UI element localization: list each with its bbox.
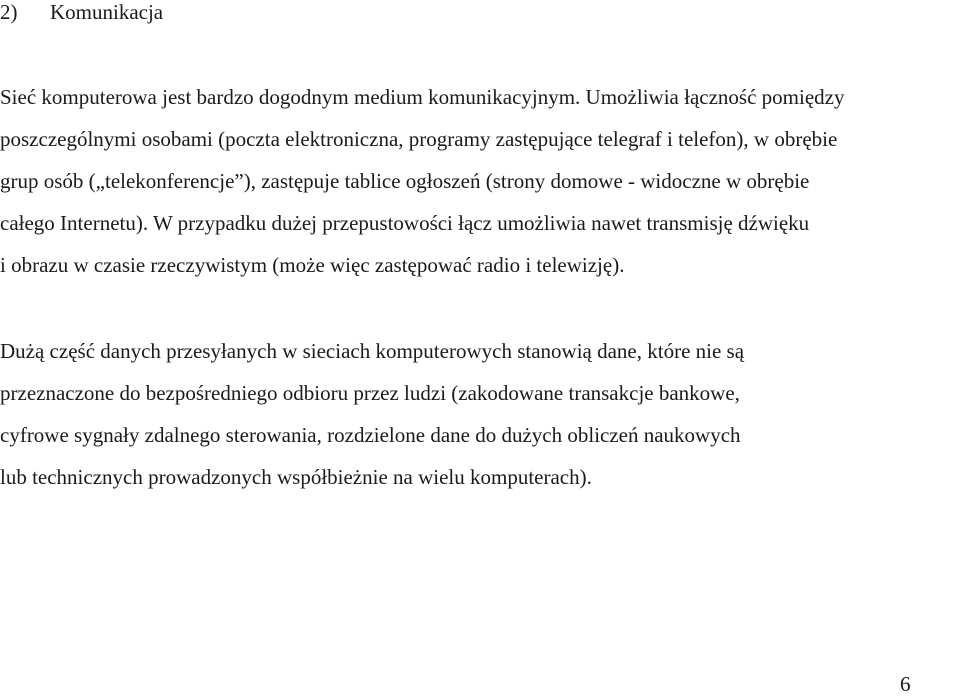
paragraph-line: Sieć komputerowa jest bardzo dogodnym medium komunikacyjnym. Umożliwia łączność pomiędzy	[0, 85, 845, 109]
paragraph-line: Dużą część danych przesyłanych w sieciach komputerowych stanowią dane, które nie są	[0, 339, 745, 363]
paragraph-line: grup osób („telekonferencje”), zastępuje tablice ogłoszeń (strony domowe - widoczne w obrębie	[0, 169, 810, 193]
paragraph-line: całego Internetu). W przypadku dużej przepustowości łącz umożliwia nawet transmisję dźwięku	[0, 211, 810, 235]
section-heading	[0, 0, 163, 24]
paragraph-line: cyfrowe sygnały zdalnego sterowania, rozdzielone dane do dużych obliczeń naukowych	[0, 423, 741, 447]
section-title: Komunikacja	[50, 0, 164, 24]
paragraph-line: poszczególnymi osobami (poczta elektroniczna, programy zastępujące telegraf i telefon), w obrębie	[0, 127, 838, 151]
section-number: 2)	[0, 0, 18, 24]
paragraph-line: przeznaczone do bezpośredniego odbioru przez ludzi (zakodowane transakcje bankowe,	[0, 381, 740, 405]
page-number: 6	[900, 672, 911, 696]
paragraph-line: i obrazu w czasie rzeczywistym (może więc zastępować radio i telewizję).	[0, 253, 625, 277]
paragraph-line: lub technicznych prowadzonych współbieżnie na wielu komputerach).	[0, 465, 592, 489]
